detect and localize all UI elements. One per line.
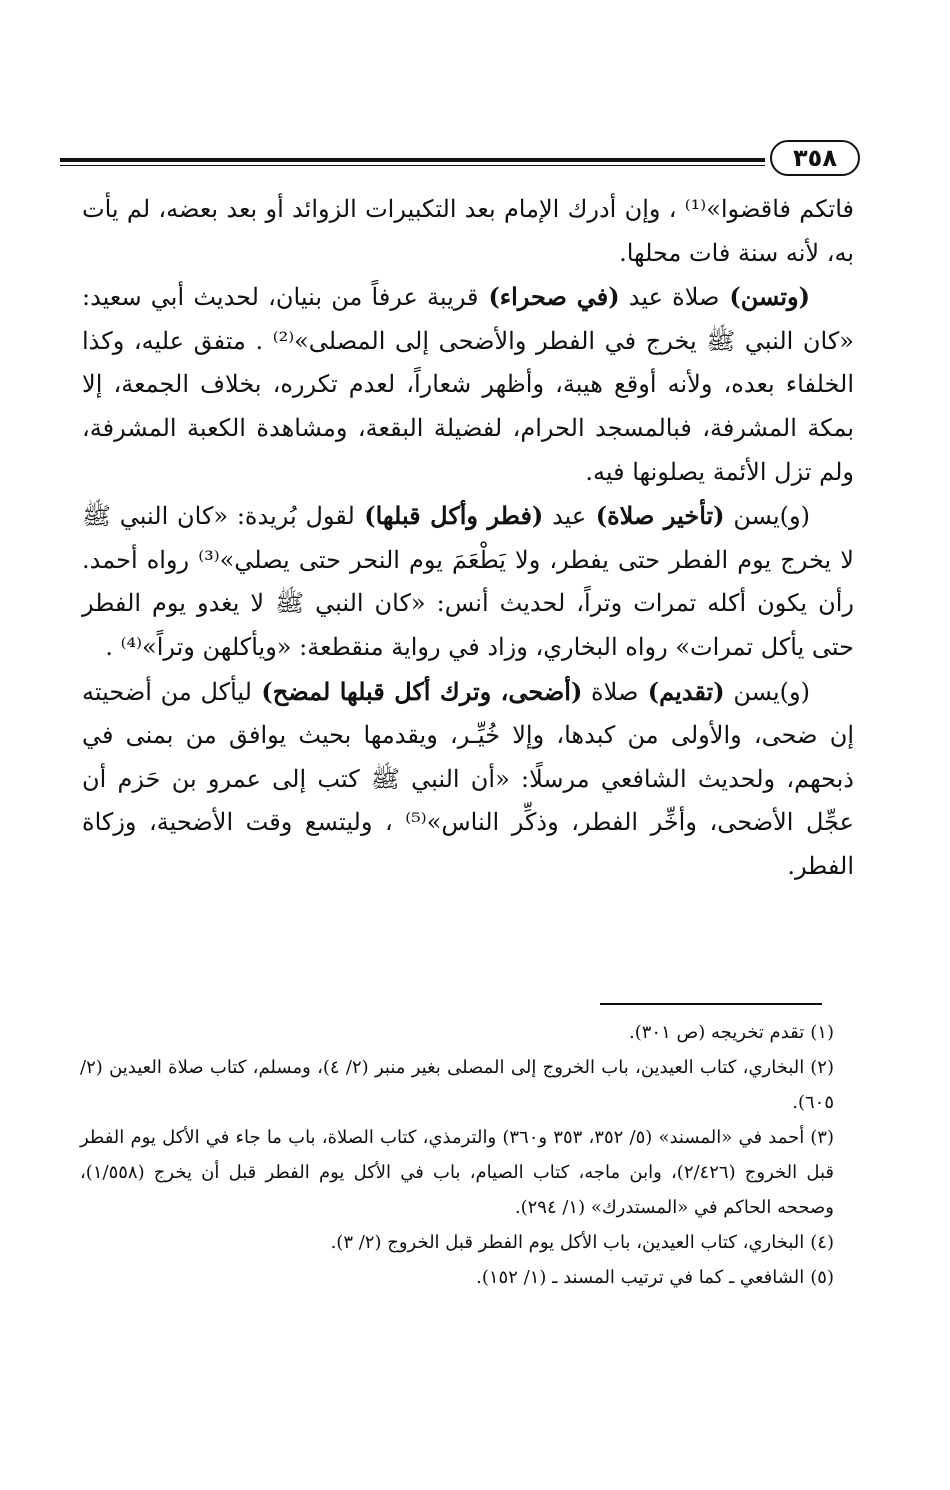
matn-text: (في صحراء) [478,282,620,312]
paragraph [82,188,854,275]
footnotes [80,1015,834,1295]
page-number: ٣٥٨ [770,140,860,176]
footnote-number: (٤) [810,1232,834,1253]
sharh-text: فاتكم فاقضوا»⁽¹⁾ ، وإن أدرك الإمام بعد التكبيرات الزوائد أو بعد بعضه، لم يأت به، لأنه سنة فات محلها. [82,195,854,267]
paragraph [82,275,854,494]
header-rule-thin [60,165,765,166]
sharh-text: عيد [543,502,587,531]
matn-text: (أضحى، وترك أكل قبلها لمضح) [251,676,583,706]
footnote-separator [600,1003,822,1005]
sharh-text: صلاة [582,677,639,706]
matn-text: (تأخير صلاة) [586,501,725,531]
footnote-number: (٣) [810,1127,834,1148]
paragraph [82,670,854,889]
footnote-text: تقدم تخريجه (ص ٣٠١). [629,1022,805,1043]
sharh-text: (و)يسن [724,677,810,706]
paragraph [82,494,854,669]
footnote [80,1120,834,1225]
footnote [80,1015,834,1050]
footnote-text: البخاري، كتاب العيدين، باب الأكل يوم الفطر قبل الخروج (٢/ ٣). [330,1232,805,1253]
footnote [80,1225,834,1260]
main-text [82,188,854,889]
matn-text: (وتسن) [719,282,811,312]
page-header [60,140,860,180]
footnote-text: أحمد في «المسند» (٥/ ٣٥٢، ٣٥٣ و٣٦٠) والترمذي، كتاب الصلاة، باب ما جاء في الأكل يوم الفطر قبل الخروج (٢/٤٢٦)، وابن ماجه، كتاب الصيام، باب في الأكل يوم الفطر قبل أن يخرج (١/٥٥٨)، وصححه الحاكم في «المستدرك» (١/ ٢٩٤). [80,1127,835,1218]
footnote [80,1260,834,1295]
sharh-text: قريبة عرفاً من بنيان، لحديث أبي سعيد: «كان النبي ﷺ يخرج في الفطر والأضحى إلى المصلى»⁽²⁾ . متفق عليه، وكذا الخلفاء بعده، ولأنه أوقع هيبة، وأظهر شعاراً، لعدم تكرره، بخلاف الجمعة، إلا بمكة المشرفة، فبالمسجد الحرام، لفضيلة البقعة، ومشاهدة الكعبة المشرفة، ولم تزل الأئمة يصلونها فيه. [82,283,854,486]
footnote [80,1050,834,1120]
sharh-text: صلاة عيد [619,283,720,312]
matn-text: (فطر وأكل قبلها) [354,501,544,531]
footnote-text: الشافعي ـ كما في ترتيب المسند ـ (١/ ١٥٢). [476,1267,805,1288]
footnote-text: البخاري، كتاب العيدين، باب الخروج إلى المصلى بغير منبر (٢/ ٤)، ومسلم، كتاب صلاة العيدين (٢/ ٦٠٥). [80,1057,834,1113]
sharh-text: ليأكل من أضحيته إن ضحى، والأولى من كبدها، وإلا خُيِّـر، ويقدمها بحيث يوافق من بمنى في ذبحهم، ولحديث الشافعي مرسلًا: «أن النبي ﷺ كتب إلى عمرو بن حَزم أن عجِّل الأضحى، وأخِّر الفطر، وذكِّر الناس»⁽⁵⁾ ، وليتسع وقت الأضحية، وزكاة الفطر. [82,677,854,880]
footnote-number: (٢) [810,1057,834,1078]
matn-text: (تقديم) [638,676,725,706]
sharh-text: (و)يسن [724,502,810,531]
footnote-number: (١) [810,1022,834,1043]
header-rule-thick [60,158,765,162]
sharh-text: لقول بُريدة: «كان النبي ﷺ لا يخرج يوم الفطر حتى يفطر، ولا يَطْعَمَ يوم النحر حتى يصلي»⁽³⁾ رواه أحمد. رأن يكون أكله تمرات وتراً، لحديث أنس: «كان النبي ﷺ لا يغدو يوم الفطر حتى يأكل تمرات» رواه البخاري، وزاد في رواية منقطعة: «ويأكلهن وتراً»⁽⁴⁾ . [82,502,854,661]
footnote-number: (٥) [810,1267,834,1288]
